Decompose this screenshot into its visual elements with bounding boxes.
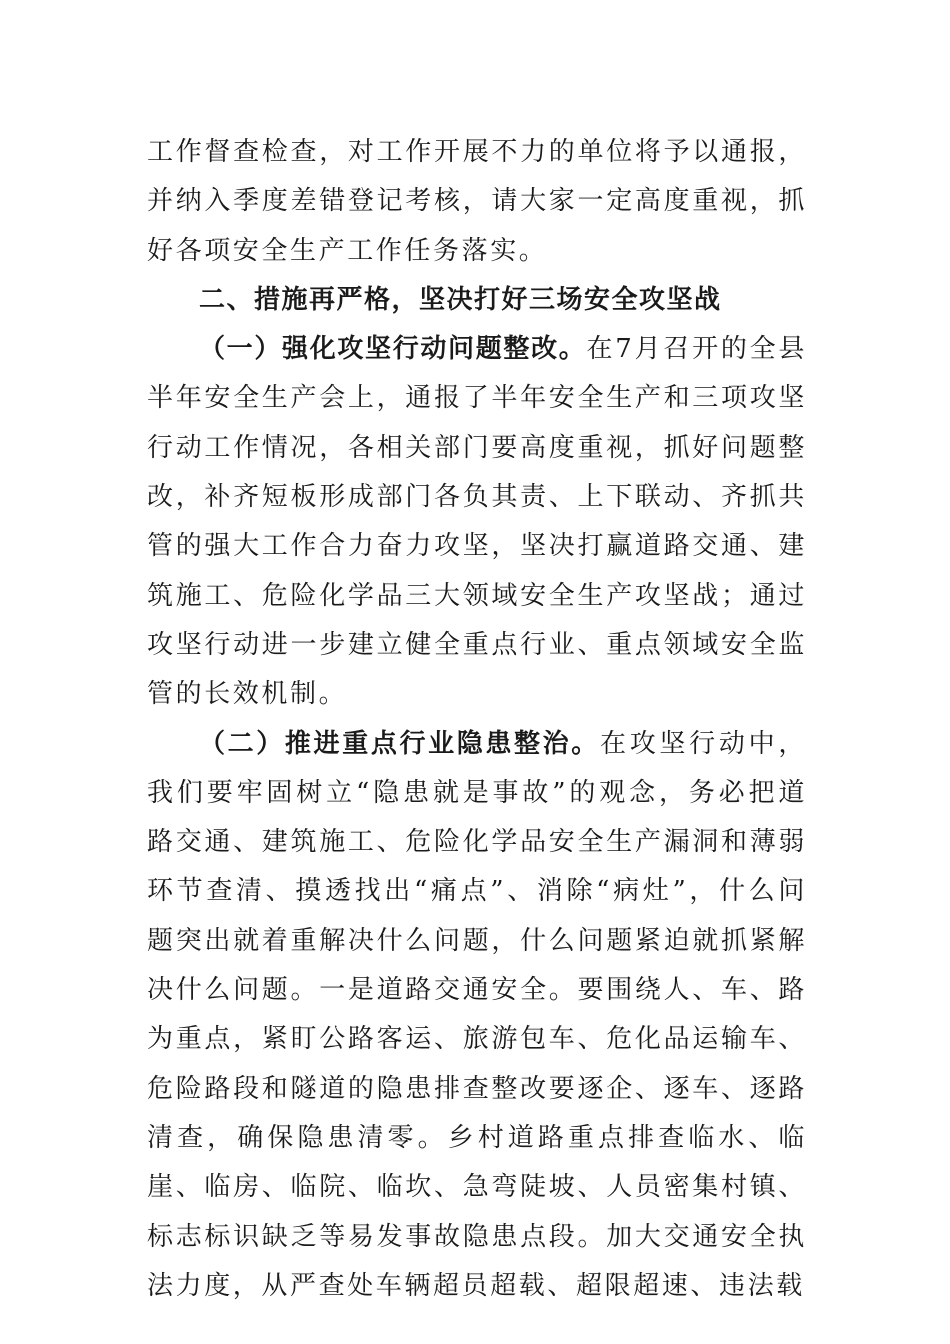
subsection-2-title: （二）推进重点行业隐患整治。 — [199, 728, 600, 759]
subsection-1-text: 在7月召开的全县半年安全生产会上，通报了半年安全生产和三项攻坚行动工作情况，各相关部门要高度重视，抓好问题整改，补齐短板形成部门各负其责、上下联动、齐抓共管的强大工作合力奋力攻坚，坚决打赢道路交通、建筑施工、危险化学品三大领域安全生产攻坚战；通过攻坚行动进一步建立健全重点行业、重点领域安全监管的长效机制。 — [147, 334, 807, 710]
paragraph-subsection-1 — [147, 325, 807, 719]
paragraph-subsection-2 — [147, 720, 807, 1312]
paragraph-continuation: 工作督查检查，对工作开展不力的单位将予以通报，并纳入季度差错登记考核，请大家一定高度重视，抓好各项安全生产工作任务落实。 — [147, 137, 807, 266]
subsection-1-title: （一）强化攻坚行动问题整改。 — [199, 334, 587, 365]
section-heading: 二、措施再严格，坚决打好三场安全攻坚战 — [199, 284, 722, 315]
subsection-2-text: 在攻坚行动中，我们要牢固树立“隐患就是事故”的观念，务必把道路交通、建筑施工、危险化学品安全生产漏洞和薄弱环节查清、摸透找出“痛点”、消除“病灶”，什么问题突出就着重解决什么问题，什么问题紧迫就抓紧解决什么问题。一是道路交通安全。要围绕人、车、路为重点，紧盯公路客运、旅游包车、危化品运输车、危险路段和隧道的隐患排查整改要逐企、逐车、逐路清查，确保隐患清零。乡村道路重点排查临水、临崖、临房、临院、临坎、急弯陡坡、人员密集村镇、标志标识缺乏等易发事故隐患点段。加大交通安全执法力度，从严查处车辆超员超载、超限超速、违法载 — [147, 728, 807, 1301]
document-body — [147, 128, 807, 1311]
